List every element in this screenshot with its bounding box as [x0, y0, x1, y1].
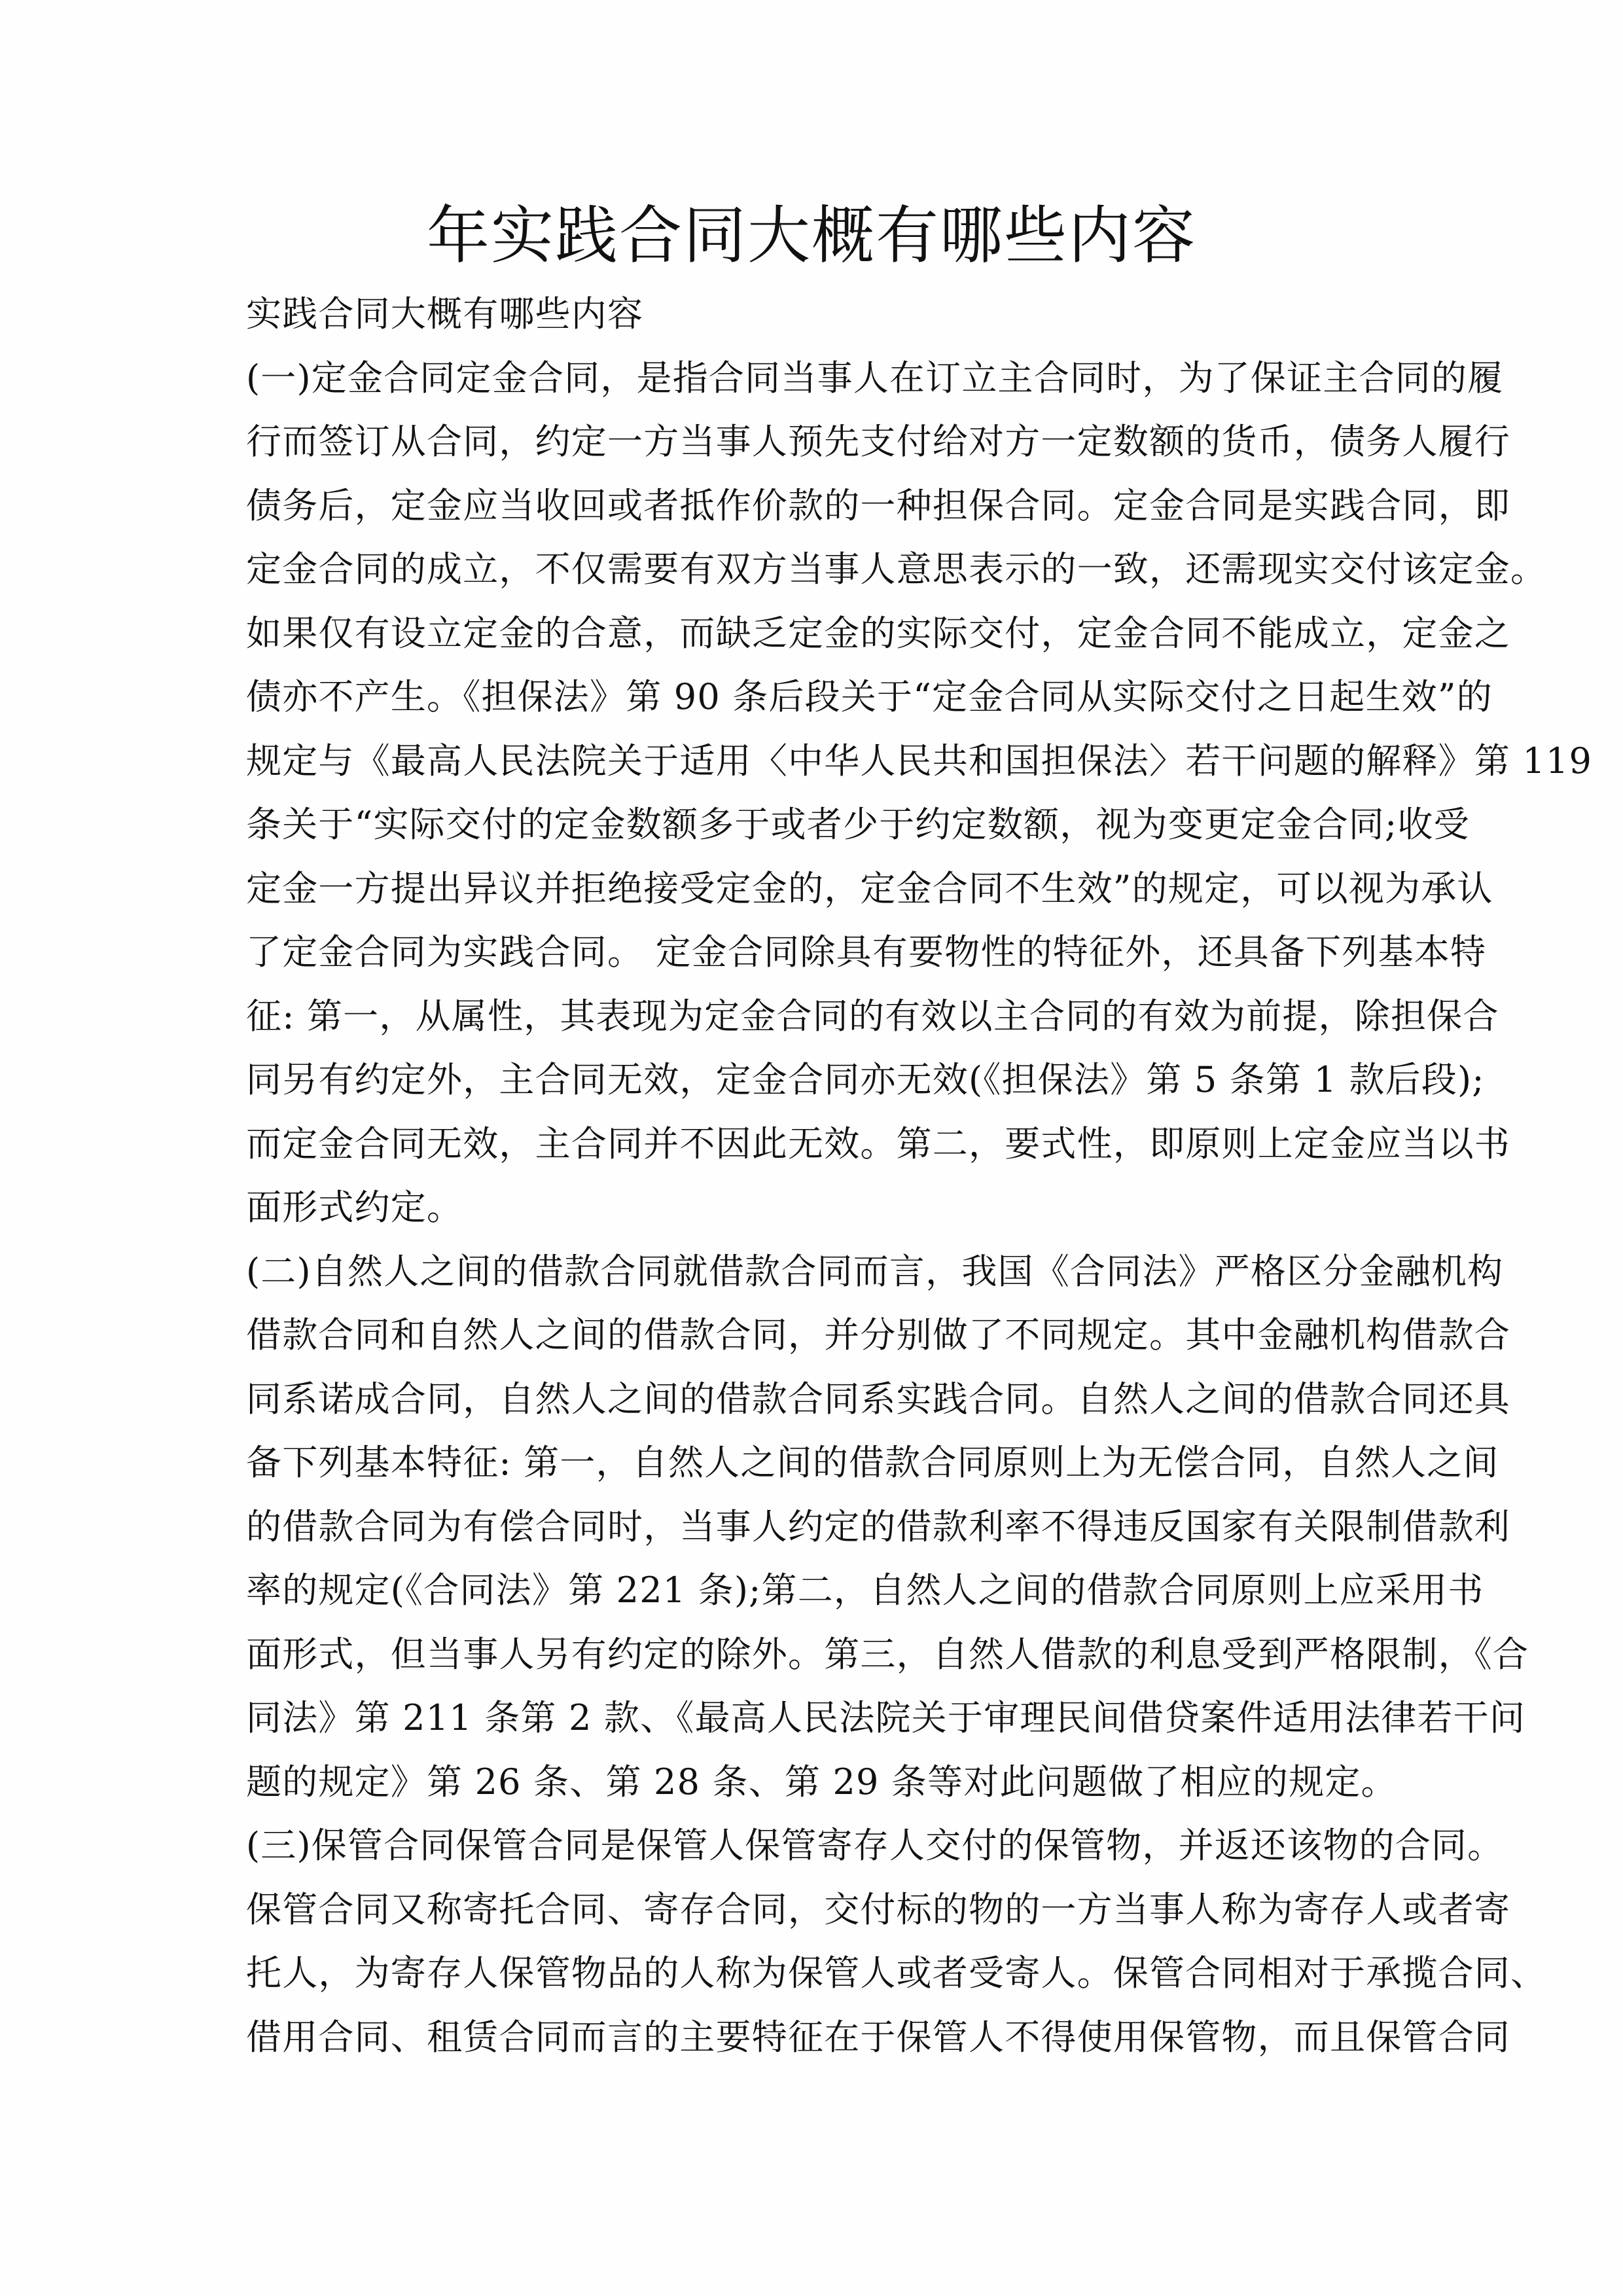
text-line: 债亦不产生。《担保法》第 90 条后段关于“定金合同从实际交付之日起生效”的	[246, 676, 1493, 717]
text-line: 借用合同、租赁合同而言的主要特征在于保管人不得使用保管物，而且保管合同	[246, 2016, 1510, 2058]
text-line: 债务后，定金应当收回或者抵作价款的一种担保合同。定金合同是实践合同，即	[246, 484, 1510, 526]
text-line: 托人，为寄存人保管物品的人称为保管人或者受寄人。保管合同相对于承揽合同、	[246, 1952, 1547, 1994]
text-line: 征: 第一，从属性，其表现为定金合同的有效以主合同的有效为前提，除担保合	[246, 995, 1499, 1037]
text-line: 同系诺成合同，自然人之间的借款合同系实践合同。自然人之间的借款合同还具	[246, 1378, 1510, 1420]
text-line: 面形式，但当事人另有约定的除外。第三，自然人借款的利息受到严格限制，《合	[246, 1633, 1529, 1675]
text-line: 条关于“实际交付的定金数额多于或者少于约定数额，视为变更定金合同;收受	[246, 804, 1470, 845]
text-line: 如果仅有设立定金的合意，而缺乏定金的实际交付，定金合同不能成立，定金之	[246, 612, 1510, 654]
text-line: 面形式约定。	[246, 1187, 463, 1228]
text-line: 保管合同又称寄托合同、寄存合同，交付标的物的一方当事人称为寄存人或者寄	[246, 1888, 1510, 1930]
text-line: 而定金合同无效，主合同并不因此无效。第二，要式性，即原则上定金应当以书	[246, 1122, 1510, 1164]
document-title: 年实践合同大概有哪些内容	[427, 199, 1196, 272]
text-line: 同法》第 211 条第 2 款、《最高人民法院关于审理民间借贷案件适用法律若干问	[246, 1697, 1526, 1738]
text-line: (三)保管合同保管合同是保管人保管寄存人交付的保管物，并返还该物的合同。	[246, 1825, 1504, 1866]
text-line: 的借款合同为有偿合同时，当事人约定的借款利率不得违反国家有关限制借款利	[246, 1505, 1510, 1547]
subtitle-line: 实践合同大概有哪些内容	[246, 293, 644, 334]
document-body	[246, 291, 1593, 2077]
text-line: 率的规定(《合同法》第 221 条);第二，自然人之间的借款合同原则上应采用书	[246, 1570, 1484, 1611]
text-line: (二)自然人之间的借款合同就借款合同而言，我国《合同法》严格区分金融机构	[246, 1250, 1504, 1292]
text-line: 定金合同的成立，不仅需要有双方当事人意思表示的一致，还需现实交付该定金。	[246, 548, 1547, 590]
text-line: (一)定金合同定金合同，是指合同当事人在订立主合同时，为了保证主合同的履	[246, 357, 1504, 399]
text-line: 规定与《最高人民法院关于适用〈中华人民共和国担保法〉若干问题的解释》第 119	[246, 740, 1593, 781]
text-line: 备下列基本特征: 第一，自然人之间的借款合同原则上为无偿合同，自然人之间	[246, 1442, 1499, 1483]
text-line: 行而签订从合同，约定一方当事人预先支付给对方一定数额的货币，债务人履行	[246, 421, 1510, 462]
text-line: 借款合同和自然人之间的借款合同，并分别做了不同规定。其中金融机构借款合	[246, 1314, 1510, 1355]
text-line: 定金一方提出异议并拒绝接受定金的，定金合同不生效”的规定，可以视为承认	[246, 867, 1493, 909]
text-line: 题的规定》第 26 条、第 28 条、第 29 条等对此问题做了相应的规定。	[246, 1761, 1397, 1803]
text-line: 同另有约定外，主合同无效，定金合同亦无效(《担保法》第 5 条第 1 款后段);	[246, 1059, 1485, 1100]
text-line: 了定金合同为实践合同。 定金合同除具有要物性的特征外，还具备下列基本特	[246, 931, 1487, 973]
